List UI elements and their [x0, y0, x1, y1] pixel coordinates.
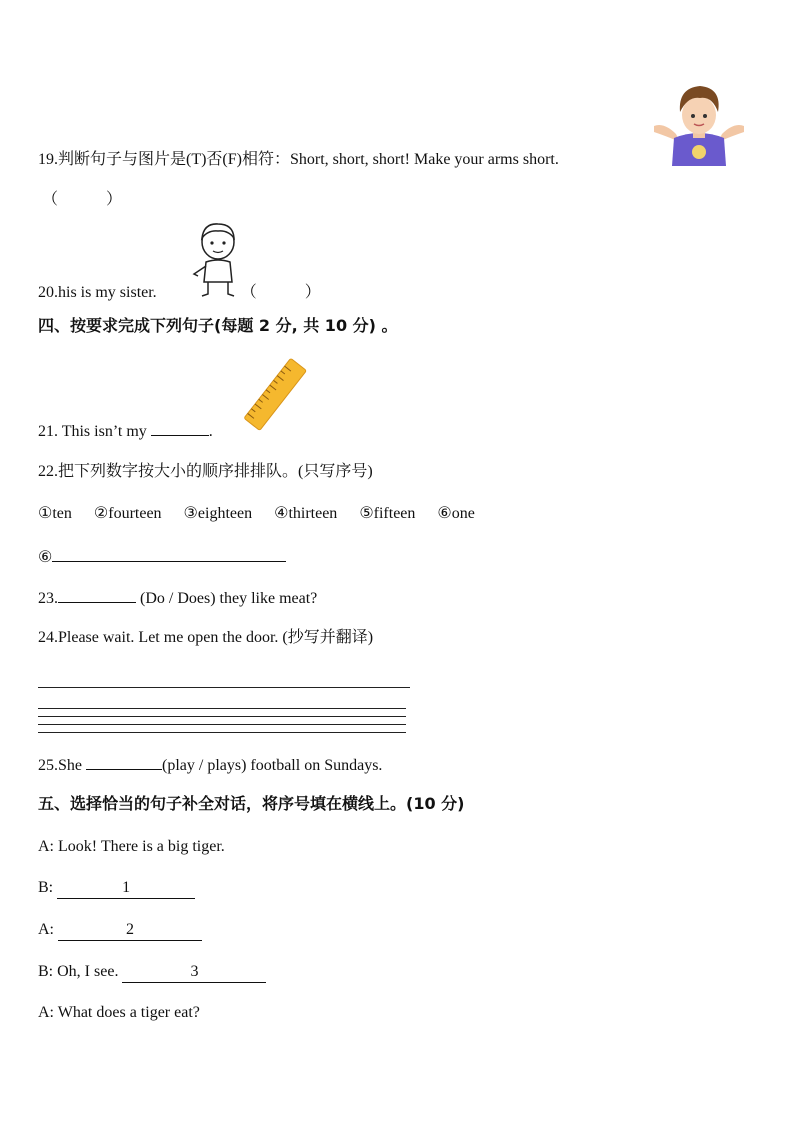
speaker-label: A: — [38, 1004, 54, 1021]
question-19 — [38, 150, 559, 170]
blank-number: 2 — [126, 921, 134, 938]
dialogue-blank[interactable] — [122, 962, 266, 983]
section-4-title: 四、按要求完成下列句子(每题 2 分, 共 10 分) 。 — [38, 316, 398, 335]
question-25-blank[interactable] — [86, 754, 162, 770]
question-20-text: 20.his is my sister. — [38, 284, 157, 301]
question-22: 22.把下列数字按大小的顺序排排队。(只写序号) — [38, 463, 373, 480]
dialogue-blank[interactable] — [57, 878, 195, 899]
speaker-label: A: — [38, 921, 54, 938]
dialogue-text: Oh, I see. — [57, 963, 119, 980]
question-23-suffix: (Do / Does) they like meat? — [140, 590, 318, 607]
blank-number: 1 — [122, 879, 131, 896]
speaker-label: B: — [38, 879, 54, 896]
question-22-answer-prefix: ⑥ — [38, 549, 53, 566]
question-21-prefix: 21. This isn’t my — [38, 423, 147, 440]
section-5-title: 五、选择恰当的句子补全对话，将序号填在横线上。(10 分) — [38, 794, 465, 813]
option-item: ②fourteen — [93, 505, 162, 522]
question-25-prefix: 25.She — [38, 757, 82, 774]
writing-line-1[interactable] — [38, 687, 410, 688]
question-21 — [38, 420, 213, 442]
question-24: 24.Please wait. Let me open the door. (抄写并翻译) — [38, 629, 374, 646]
blank-number: 3 — [190, 963, 199, 980]
question-21-suffix: . — [208, 423, 213, 440]
option-item: ③eighteen — [183, 505, 253, 522]
question-25-suffix: (play / plays) football on Sundays. — [162, 757, 383, 774]
dialogue-text: Look! There is a big tiger. — [58, 838, 225, 855]
option-item: ⑤fifteen — [359, 505, 416, 522]
speaker-label: A: — [38, 838, 54, 855]
question-20 — [38, 283, 321, 303]
question-20-answer-paren[interactable]: （ ） — [240, 284, 321, 301]
boy-shrugging-picture — [650, 82, 748, 166]
option-item: ⑥one — [437, 505, 475, 522]
speaker-label: B: — [38, 963, 54, 980]
dialogue-line — [38, 878, 195, 899]
dialogue-line — [38, 1003, 200, 1023]
question-19-answer-paren[interactable] — [42, 190, 122, 210]
writing-line-2[interactable] — [38, 708, 406, 709]
writing-line-3[interactable] — [38, 716, 406, 717]
writing-line-5[interactable] — [38, 732, 406, 733]
question-22-options — [38, 504, 493, 524]
question-22-blank[interactable] — [52, 546, 286, 562]
question-23 — [38, 587, 317, 609]
dialogue-line — [38, 920, 202, 941]
option-item: ①ten — [38, 505, 72, 522]
question-23-blank[interactable] — [58, 587, 136, 603]
dialogue-blank[interactable] — [58, 920, 202, 941]
question-23-prefix: 23. — [38, 590, 58, 607]
question-19-text: 19.判断句子与图片是(T)否(F)相符：Short, short, short! Make your arms short. — [38, 151, 559, 168]
writing-line-4[interactable] — [38, 724, 406, 725]
dialogue-text: What does a tiger eat? — [57, 1004, 200, 1021]
ruler-picture — [236, 352, 316, 438]
question-22-answer — [38, 546, 286, 568]
option-item: ④thirteen — [274, 505, 338, 522]
answer-paren: （ ） — [42, 191, 123, 208]
dialogue-line — [38, 962, 266, 983]
question-21-blank[interactable] — [151, 420, 209, 436]
dialogue-line — [38, 837, 225, 857]
question-25 — [38, 754, 382, 776]
